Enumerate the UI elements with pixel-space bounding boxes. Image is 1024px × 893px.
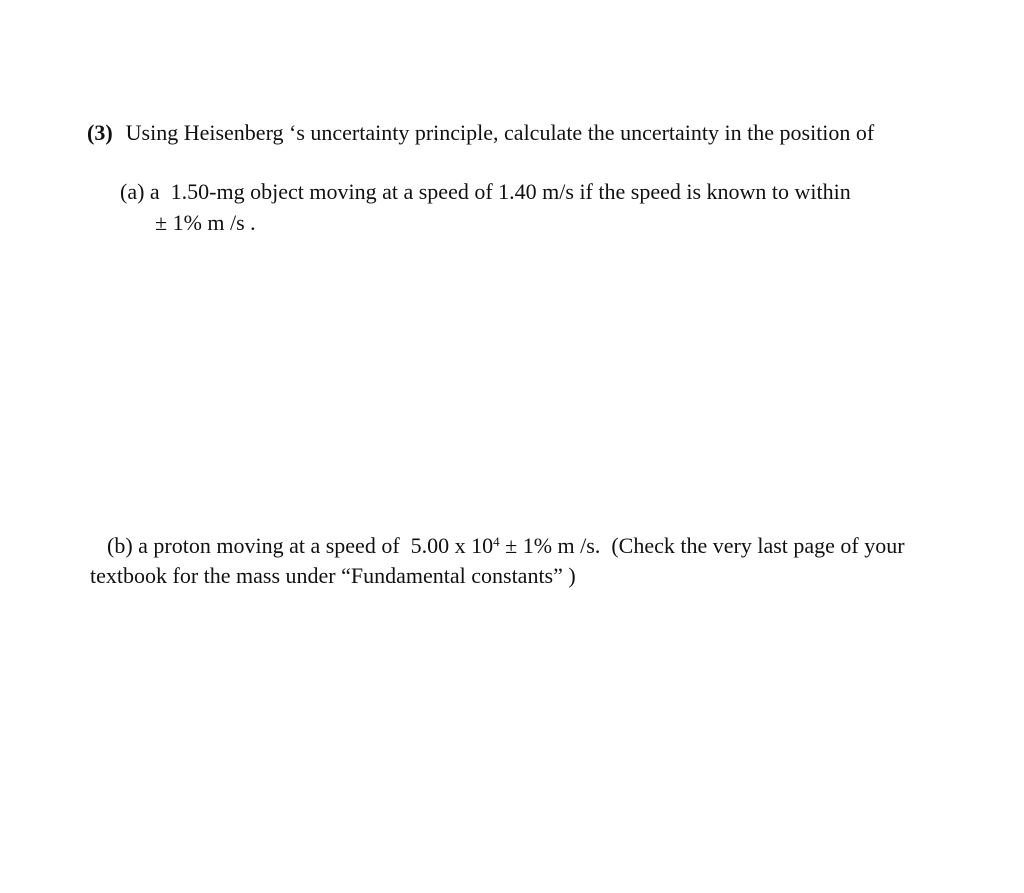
- part-b-text-after: ± 1% m /s. (Check the very last page of your: [499, 533, 905, 558]
- question-number: (3): [87, 120, 113, 145]
- part-b-text-before: a proton moving at a speed of: [138, 533, 406, 558]
- part-a-text: a 1.50-mg object moving at a speed of 1.40 m/s if the speed is known to within: [149, 179, 851, 204]
- question-line: [87, 120, 874, 146]
- part-a-label: (a): [120, 179, 145, 204]
- part-a-tolerance: ± 1% m /s .: [155, 210, 256, 235]
- part-b-speed-exponent: 4: [493, 534, 500, 549]
- part-b-line-1: [107, 533, 905, 559]
- part-b-speed-value: 5.00 x 10: [410, 533, 494, 558]
- part-b-line-2: [90, 563, 576, 589]
- part-a-line-2: [155, 210, 256, 236]
- part-b-label: (b): [107, 533, 133, 558]
- part-a-line-1: [120, 179, 851, 205]
- part-b-hint: textbook for the mass under “Fundamental constants” ): [90, 563, 576, 588]
- question-prompt: Using Heisenberg ‘s uncertainty principle, calculate the uncertainty in the position of: [125, 120, 875, 145]
